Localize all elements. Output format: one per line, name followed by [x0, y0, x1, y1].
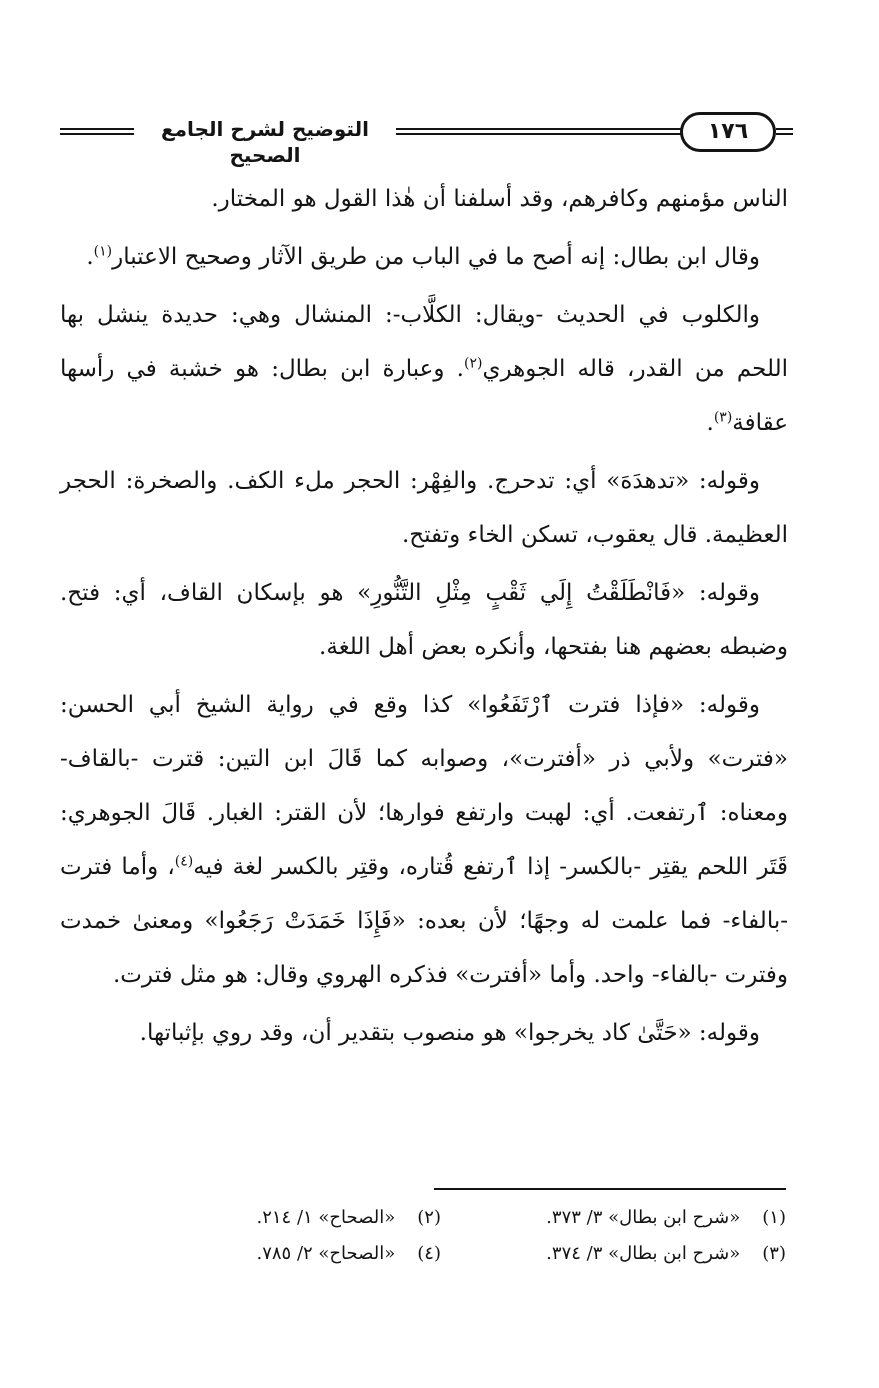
- paragraph: وقوله: «فَانْطَلَقْتُ إِلَي ثَقْبٍ مِثْلِ التَّنُّورِ» هو بإسكان القاف، أي: فتح. وضبطه بعضهم هنا بفتحها، وأنكره بعض أهل اللغة.: [60, 580, 788, 660]
- paragraph: الناس مؤمنهم وكافرهم، وقد أسلفنا أن هٰذا القول هو المختار.: [211, 186, 788, 212]
- paragraph: والكلوب في الحديث -ويقال: الكلَّاب-: المنشال وهي: حديدة ينشل بها اللحم من القدر، قاله الجوهري$^{(٢)}$. وعبارة ابن بطال: هو خشبة في رأسها عقافة$^{(٣)}$.: [60, 302, 788, 436]
- paragraph: وقوله: «فإذا فترت ٱرْتَفَعُوا» كذا وقع في رواية الشيخ أبي الحسن: «فترت» ولأبي ذر «أفترت»، وصوابه كما قَالَ ابن التين: قترت -بالقاف- ومعناه: ٱرتفعت. أي: لهبت وارتفع فوارها؛ لأن القتر: الغبار. قَالَ الجوهري: قَتَر اللحم يقتِر -بالكسر- إذا ٱرتفع قُتاره، وقتِر بالكسر لغة فيه$^{(٤)}$، وأما فترت -بالفاء- فما علمت له وجهًا؛ لأن بعده: «فَإِذَا خَمَدَتْ رَجَعُوا» ومعنىٰ خمدت وفترت -بالفاء- واحد. وأما «أفترت» فذكره الهروي وقال: هو مثل فترت.: [60, 692, 788, 988]
- footnote-number: (٢): [417, 1207, 441, 1228]
- footnote-item: [441, 1236, 786, 1272]
- footnote-separator: [434, 1188, 786, 1190]
- running-title: التوضيح لشرح الجامع الصحيح: [161, 117, 369, 167]
- header-rule-right: [776, 128, 793, 135]
- footnote-row: [96, 1200, 786, 1236]
- footnote-ref[interactable]: (٤): [174, 853, 194, 870]
- footnote-ref[interactable]: (١): [93, 243, 113, 260]
- running-header: [60, 112, 793, 167]
- footnote-row: [96, 1236, 786, 1272]
- footnote-ref[interactable]: (٣): [713, 409, 733, 426]
- header-rule-middle: [396, 128, 682, 135]
- footnote-item: [96, 1236, 441, 1272]
- footnotes: [96, 1200, 786, 1272]
- footnote-number: (١): [762, 1207, 786, 1228]
- footnote-number: (٣): [762, 1243, 786, 1264]
- footnote-number: (٤): [417, 1243, 441, 1264]
- footnote-item: [96, 1200, 441, 1236]
- footnote-item: [441, 1200, 786, 1236]
- footnote-text: «شرح ابن بطال» ٣/ ٣٧٣.: [546, 1207, 741, 1228]
- footnote-text: «الصحاح» ٢/ ٧٨٥.: [256, 1243, 396, 1264]
- main-text: [60, 172, 788, 1060]
- paragraph: وقال ابن بطال: إنه أصح ما في الباب من طريق الآثار وصحيح الاعتبار$^{(١)}$.: [86, 243, 760, 270]
- footnote-text: «الصحاح» ١/ ٢١٤.: [256, 1207, 396, 1228]
- paragraph: وقوله: «حَتَّىٰ كاد يخرجوا» هو منصوب بتقدير أن، وقد روي بإثباتها.: [139, 1020, 760, 1046]
- footnote-text: «شرح ابن بطال» ٣/ ٣٧٤.: [546, 1243, 741, 1264]
- paragraph: وقوله: «تدهدَهَ» أي: تدحرج. والفِهْر: الحجر ملء الكف. والصخرة: الحجر العظيمة. قال يعقوب، تسكن الخاء وتفتح.: [60, 468, 788, 548]
- page-number: ١٧٦: [680, 112, 776, 152]
- footnote-ref[interactable]: (٢): [463, 355, 483, 372]
- header-rule-left: [60, 128, 134, 135]
